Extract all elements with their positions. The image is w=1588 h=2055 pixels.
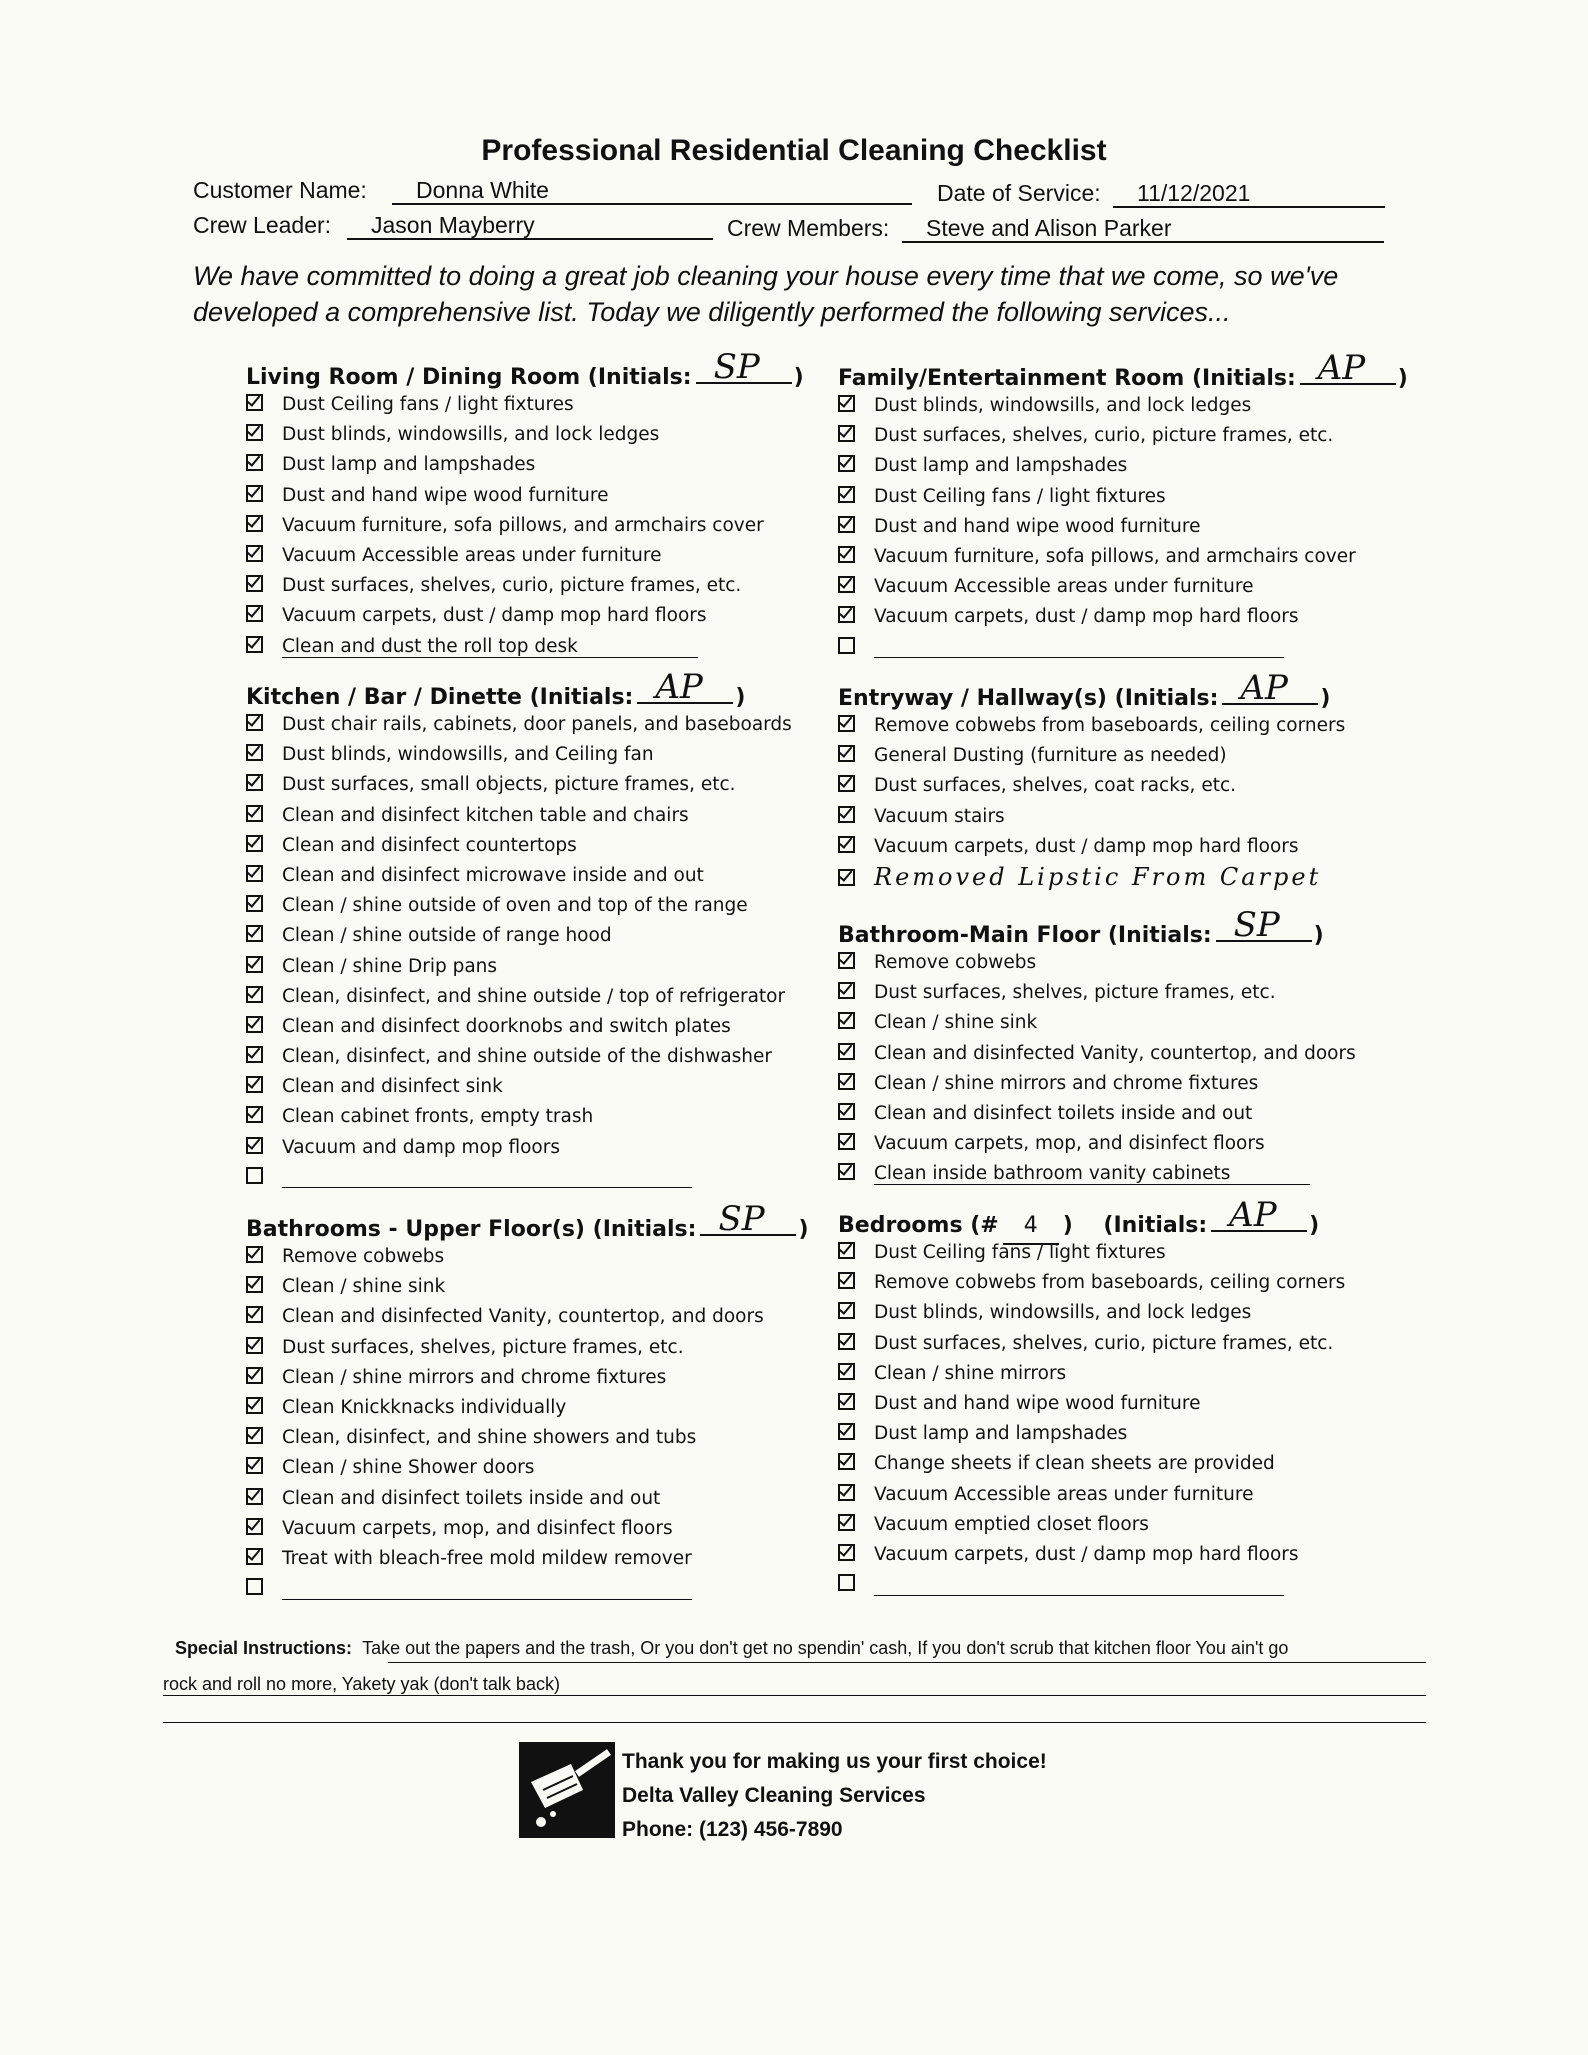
checkbox-checked[interactable] xyxy=(838,516,855,533)
checkbox-checked[interactable] xyxy=(838,1484,855,1501)
list-item[interactable]: Clean / shine mirrors and chrome fixtures xyxy=(246,1363,809,1393)
checkbox-checked[interactable] xyxy=(838,869,855,886)
list-item[interactable]: Clean and disinfect microwave inside and out xyxy=(246,861,792,891)
list-item[interactable]: Dust blinds, windowsills, and lock ledges xyxy=(838,391,1408,421)
list-item[interactable]: Dust lamp and lampshades xyxy=(838,451,1408,481)
list-item[interactable]: Dust and hand wipe wood furniture xyxy=(246,481,804,511)
checkbox-checked[interactable] xyxy=(838,576,855,593)
section-title: Bathrooms - Upper Floor(s) xyxy=(246,1217,585,1242)
checkbox-checked[interactable] xyxy=(838,455,855,472)
list-item[interactable]: Clean / shine outside of range hood xyxy=(246,921,792,951)
section-living-room: Living Room / Dining Room (Initials: SP ) Dust Ceiling fans / light fixtures Dust blinds, windowsills, and lock ledges Dust lamp and lampshades Dust and hand wipe wood furniture Vacuum furniture, sofa pillows, and armchairs cover Vacuum Accessible areas under furniture Dust surfaces, shelves, curio, picture frames, etc. Vacuum carpets, dust / damp mop hard floors Clean and dust the roll top desk xyxy=(246,356,804,662)
checkbox-checked[interactable] xyxy=(838,1363,855,1380)
checkbox-checked[interactable] xyxy=(838,775,855,792)
checkbox-checked[interactable] xyxy=(838,1163,855,1180)
checkbox-checked[interactable] xyxy=(838,1453,855,1470)
crew-members-field[interactable]: Steve and Alison Parker xyxy=(902,215,1384,243)
checkbox-checked[interactable] xyxy=(838,1423,855,1440)
list-item[interactable]: Remove cobwebs from baseboards, ceiling corners xyxy=(838,1268,1345,1298)
checkbox-checked[interactable] xyxy=(246,1016,263,1033)
checkbox-checked[interactable] xyxy=(246,1457,263,1474)
list-item[interactable]: Clean / shine sink xyxy=(246,1272,809,1302)
checkbox-checked[interactable] xyxy=(838,1272,855,1289)
list-item[interactable]: General Dusting (furniture as needed) xyxy=(838,741,1345,771)
section-title: Bedrooms (# xyxy=(838,1213,999,1238)
initials-signature[interactable]: AP xyxy=(1222,677,1318,705)
list-item[interactable]: Dust chair rails, cabinets, door panels, and baseboards xyxy=(246,710,792,740)
checkbox-checked[interactable] xyxy=(246,925,263,942)
footer-phone: Phone: (123) 456-7890 xyxy=(622,1818,843,1841)
special-underline-3 xyxy=(163,1722,1426,1723)
list-item[interactable]: Vacuum Accessible areas under furniture xyxy=(838,572,1408,602)
checkbox-checked[interactable] xyxy=(246,636,263,653)
list-item[interactable]: Vacuum carpets, mop, and disinfect floors xyxy=(246,1514,809,1544)
initials-signature[interactable]: SP xyxy=(696,356,792,384)
checkbox-unchecked[interactable] xyxy=(838,637,855,654)
list-item[interactable]: Vacuum furniture, sofa pillows, and armchairs cover xyxy=(838,542,1408,572)
section-title: Kitchen / Bar / Dinette xyxy=(246,685,522,710)
list-item[interactable]: Vacuum carpets, dust / damp mop hard floors xyxy=(838,602,1408,632)
section-entryway: Entryway / Hallway(s) (Initials: AP ) Remove cobwebs from baseboards, ceiling corners General Dusting (furniture as needed) Dust surfaces, shelves, coat racks, etc. Vacuum stairs Vacuum carpets, dust / damp mop hard floors Removed Lipstic From Carpet xyxy=(838,668,1346,891)
initials-signature[interactable]: AP xyxy=(1300,357,1396,385)
list-item[interactable]: Dust and hand wipe wood furniture xyxy=(838,1389,1345,1419)
list-item[interactable]: Vacuum Accessible areas under furniture xyxy=(838,1480,1345,1510)
list-item[interactable]: Vacuum Accessible areas under furniture xyxy=(246,541,804,571)
handwritten-note: Removed Lipstic From Carpet xyxy=(874,862,1322,891)
checkbox-checked[interactable] xyxy=(838,1133,855,1150)
checkbox-checked[interactable] xyxy=(246,1076,263,1093)
intro-text: We have committed to doing a great job cleaning your house every time that we come, so we've developed a comprehensive list. Today we diligently performed the following services... xyxy=(193,261,1339,327)
page-title: Professional Residential Cleaning Checklist xyxy=(481,134,1107,167)
special-instructions xyxy=(175,1638,1288,1659)
customer-name-field[interactable]: Donna White xyxy=(392,177,912,205)
section-bathrooms-upper: Bathrooms - Upper Floor(s) (Initials: SP ) Remove cobwebs Clean / shine sink Clean and disinfected Vanity, countertop, and doors Dust surfaces, shelves, picture frames, etc. Clean / shine mirrors and chrome fixtures Clean Knickknacks individually Clean, disinfect, and shine showers and tubs Clean / shine Shower doors Clean and disinfect toilets inside and out Vacuum carpets, mop, and disinfect floors Treat with bleach-free mold mildew remover xyxy=(246,1208,809,1604)
initials-signature[interactable]: SP xyxy=(700,1208,796,1236)
checkbox-checked[interactable] xyxy=(838,1302,855,1319)
checkbox-unchecked[interactable] xyxy=(838,1574,855,1591)
bedroom-count-field[interactable]: 4 xyxy=(1003,1209,1059,1245)
list-item[interactable]: Clean and disinfect kitchen table and chairs xyxy=(246,801,792,831)
section-title: Entryway / Hallway(s) xyxy=(838,686,1107,711)
checkbox-checked[interactable] xyxy=(838,715,855,732)
list-item[interactable]: Dust blinds, windowsills, and lock ledges xyxy=(838,1298,1345,1328)
checkbox-checked[interactable] xyxy=(838,1242,855,1259)
list-item[interactable]: Vacuum carpets, mop, and disinfect floors xyxy=(838,1129,1356,1159)
list-item[interactable]: Clean, disinfect, and shine showers and tubs xyxy=(246,1423,809,1453)
list-item[interactable]: Clean / shine mirrors xyxy=(838,1359,1345,1389)
list-item[interactable]: Dust surfaces, shelves, curio, picture frames, etc. xyxy=(246,571,804,601)
checkbox-checked[interactable] xyxy=(246,1518,263,1535)
checkbox-checked[interactable] xyxy=(246,805,263,822)
list-item[interactable]: Dust surfaces, shelves, curio, picture frames, etc. xyxy=(838,421,1408,451)
checkbox-checked[interactable] xyxy=(246,1046,263,1063)
footer-thanks: Thank you for making us your first choice! xyxy=(622,1750,1047,1773)
footer-text xyxy=(622,1745,1047,1847)
checkbox-checked[interactable] xyxy=(838,1393,855,1410)
list-item[interactable]: Vacuum furniture, sofa pillows, and armchairs cover xyxy=(246,511,804,541)
checkbox-checked[interactable] xyxy=(246,835,263,852)
checkbox-checked[interactable] xyxy=(838,952,855,969)
section-bathroom-main: Bathroom-Main Floor (Initials: SP ) Remove cobwebs Dust surfaces, shelves, picture frames, etc. Clean / shine sink Clean and disinfected Vanity, countertop, and doors Clean / shine mirrors and chrome fixtures Clean and disinfect toilets inside and out Vacuum carpets, mop, and disinfect floors Clean inside bathroom vanity cabinets xyxy=(838,914,1356,1190)
list-item[interactable]: Dust surfaces, shelves, curio, picture frames, etc. xyxy=(838,1329,1345,1359)
list-item[interactable]: Clean and disinfect doorknobs and switch plates xyxy=(246,1012,792,1042)
checkbox-checked[interactable] xyxy=(246,575,263,592)
list-item[interactable]: Clean and disinfect sink xyxy=(246,1072,792,1102)
list-item-blank[interactable] xyxy=(246,1574,809,1604)
blank-line[interactable] xyxy=(282,1167,692,1188)
list-item[interactable]: Dust lamp and lampshades xyxy=(246,450,804,480)
checkbox-checked[interactable] xyxy=(838,606,855,623)
section-title: Bathroom-Main Floor xyxy=(838,923,1101,948)
initials-signature[interactable]: SP xyxy=(1216,914,1312,942)
checkbox-checked[interactable] xyxy=(246,714,263,731)
list-item[interactable]: Clean, disinfect, and shine outside / top of refrigerator xyxy=(246,982,792,1012)
list-item[interactable]: Clean / shine mirrors and chrome fixtures xyxy=(838,1069,1356,1099)
date-field[interactable]: 11/12/2021 xyxy=(1113,180,1385,208)
checkbox-checked[interactable] xyxy=(246,1337,263,1354)
list-item[interactable]: Dust Ceiling fans / light fixtures xyxy=(246,390,804,420)
checkbox-unchecked[interactable] xyxy=(246,1578,263,1595)
list-item[interactable]: Clean / shine sink xyxy=(838,1008,1356,1038)
checkbox-checked[interactable] xyxy=(838,425,855,442)
list-item[interactable]: Clean and dust the roll top desk xyxy=(246,632,804,662)
list-item[interactable]: Vacuum carpets, dust / damp mop hard floors xyxy=(838,1540,1345,1570)
checkbox-checked[interactable] xyxy=(838,546,855,563)
checkbox-checked[interactable] xyxy=(246,774,263,791)
checkbox-checked[interactable] xyxy=(838,1544,855,1561)
checkbox-checked[interactable] xyxy=(246,1367,263,1384)
list-item[interactable]: Vacuum and damp mop floors xyxy=(246,1133,792,1163)
checkbox-checked[interactable] xyxy=(246,895,263,912)
list-item[interactable]: Dust lamp and lampshades xyxy=(838,1419,1345,1449)
checkbox-checked[interactable] xyxy=(246,424,263,441)
blank-line[interactable] xyxy=(874,637,1284,658)
checkbox-checked[interactable] xyxy=(246,454,263,471)
checkbox-checked[interactable] xyxy=(838,1103,855,1120)
list-item[interactable]: Clean inside bathroom vanity cabinets xyxy=(838,1159,1356,1189)
checkbox-checked[interactable] xyxy=(246,394,263,411)
special-instructions-label: Special Instructions: xyxy=(175,1638,353,1658)
broom-icon xyxy=(519,1742,615,1838)
list-item[interactable]: Dust Ceiling fans / light fixtures xyxy=(838,482,1408,512)
list-item[interactable]: Change sheets if clean sheets are provided xyxy=(838,1449,1345,1479)
list-item[interactable]: Remove cobwebs xyxy=(246,1242,809,1272)
checkbox-checked[interactable] xyxy=(246,1276,263,1293)
list-item[interactable]: Dust Ceiling fans / light fixtures xyxy=(838,1238,1345,1268)
list-item[interactable]: Clean cabinet fronts, empty trash xyxy=(246,1102,792,1132)
list-item[interactable]: Vacuum emptied closet floors xyxy=(838,1510,1345,1540)
list-item[interactable]: Clean and disinfected Vanity, countertop, and doors xyxy=(838,1039,1356,1069)
checkbox-checked[interactable] xyxy=(246,1246,263,1263)
checkbox-checked[interactable] xyxy=(838,745,855,762)
footer-company: Delta Valley Cleaning Services xyxy=(622,1784,926,1807)
list-item[interactable]: Dust blinds, windowsills, and lock ledges xyxy=(246,420,804,450)
list-item[interactable]: Dust surfaces, shelves, picture frames, etc. xyxy=(246,1333,809,1363)
list-item[interactable]: Clean and disinfect toilets inside and out xyxy=(246,1484,809,1514)
checkbox-checked[interactable] xyxy=(838,836,855,853)
blank-line[interactable] xyxy=(282,1579,692,1600)
section-title: Family/Entertainment Room xyxy=(838,366,1185,391)
checkbox-checked[interactable] xyxy=(246,1397,263,1414)
checkbox-unchecked[interactable] xyxy=(246,1167,263,1184)
checkbox-checked[interactable] xyxy=(838,1514,855,1531)
special-underline-1 xyxy=(388,1662,1426,1663)
checkbox-checked[interactable] xyxy=(246,515,263,532)
list-item[interactable]: Clean and disinfected Vanity, countertop, and doors xyxy=(246,1302,809,1332)
checkbox-checked[interactable] xyxy=(246,865,263,882)
checkbox-checked[interactable] xyxy=(246,545,263,562)
list-item[interactable]: Clean and disinfect toilets inside and out xyxy=(838,1099,1356,1129)
checkbox-checked[interactable] xyxy=(246,1306,263,1323)
section-bedrooms: Bedrooms (# 4 ) (Initials: AP ) Dust Ceiling fans / light fixtures Remove cobwebs from baseboards, ceiling corners Dust blinds, windowsills, and lock ledges Dust surfaces, shelves, curio, picture frames, etc. Clean / shine mirrors Dust and hand wipe wood furniture Dust lamp and lampshades Change sheets if clean sheets are provided Vacuum Accessible areas under furniture Vacuum emptied closet floors Vacuum carpets, dust / damp mop hard floors xyxy=(838,1204,1345,1600)
list-item[interactable]: Clean, disinfect, and shine outside of the dishwasher xyxy=(246,1042,792,1072)
special-instructions-line1[interactable]: Take out the papers and the trash, Or you don't get no spendin' cash, If you don't scrub that kitchen floor You ain't go xyxy=(362,1638,1289,1658)
checkbox-checked[interactable] xyxy=(838,1043,855,1060)
checkbox-checked[interactable] xyxy=(246,1137,263,1154)
checkbox-checked[interactable] xyxy=(246,956,263,973)
list-item-blank[interactable] xyxy=(838,1570,1345,1600)
checkbox-checked[interactable] xyxy=(838,1012,855,1029)
section-kitchen: Kitchen / Bar / Dinette (Initials: AP ) Dust chair rails, cabinets, door panels, and baseboards Dust blinds, windowsills, and Ceiling fan Dust surfaces, small objects, picture frames, etc. Clean and disinfect kitchen table and chairs Clean and disinfect countertops Clean and disinfect microwave inside and out Clean / shine outside of oven and top of the range Clean / shine outside of range hood Clean / shine Drip pans Clean, disinfect, and shine outside / top of refrigerator Clean and disinfect doorknobs and switch plates Clean, disinfect, and shine outside of the dishwasher Clean and disinfect sink Clean cabinet fronts, empty trash Vacuum and damp mop floors xyxy=(246,676,792,1193)
special-underline-2 xyxy=(163,1695,1426,1696)
special-instructions-line2[interactable]: rock and roll no more, Yakety yak (don't talk back) xyxy=(163,1674,560,1694)
initials-signature[interactable]: AP xyxy=(1211,1204,1307,1232)
checkbox-checked[interactable] xyxy=(246,1548,263,1565)
checkbox-checked[interactable] xyxy=(246,1427,263,1444)
list-item[interactable]: Treat with bleach-free mold mildew remover xyxy=(246,1544,809,1574)
checkbox-checked[interactable] xyxy=(838,806,855,823)
checkbox-checked[interactable] xyxy=(838,982,855,999)
list-item[interactable]: Clean / shine Shower doors xyxy=(246,1453,809,1483)
checkbox-checked[interactable] xyxy=(246,605,263,622)
list-item[interactable]: Vacuum carpets, dust / damp mop hard floors xyxy=(246,601,804,631)
list-item[interactable]: Dust surfaces, shelves, picture frames, etc. xyxy=(838,978,1356,1008)
crew-leader-label: Crew Leader: xyxy=(193,212,332,238)
checkbox-checked[interactable] xyxy=(838,486,855,503)
list-item[interactable]: Dust surfaces, shelves, coat racks, etc. xyxy=(838,771,1345,801)
list-item[interactable]: Clean and disinfect countertops xyxy=(246,831,792,861)
list-item-blank[interactable] xyxy=(246,1163,792,1193)
checkbox-checked[interactable] xyxy=(246,986,263,1003)
checkbox-checked[interactable] xyxy=(246,485,263,502)
checkbox-checked[interactable] xyxy=(838,1333,855,1350)
initials-signature[interactable]: AP xyxy=(637,676,733,704)
checkbox-checked[interactable] xyxy=(246,1488,263,1505)
list-item[interactable]: Dust and hand wipe wood furniture xyxy=(838,512,1408,542)
list-item-handwritten[interactable] xyxy=(838,862,1345,892)
section-family-room: Family/Entertainment Room (Initials: AP ) Dust blinds, windowsills, and lock ledges Dust surfaces, shelves, curio, picture frames, etc. Dust lamp and lampshades Dust Ceiling fans / light fixtures Dust and hand wipe wood furniture Vacuum furniture, sofa pillows, and armchairs cover Vacuum Accessible areas under furniture Vacuum carpets, dust / damp mop hard floors xyxy=(838,357,1408,663)
blank-line[interactable] xyxy=(874,1575,1284,1596)
list-item[interactable]: Vacuum carpets, dust / damp mop hard floors xyxy=(838,832,1345,862)
checkbox-checked[interactable] xyxy=(838,1073,855,1090)
list-item[interactable]: Vacuum stairs xyxy=(838,802,1345,832)
crew-leader-field[interactable]: Jason Mayberry xyxy=(347,212,713,240)
list-item[interactable]: Remove cobwebs xyxy=(838,948,1356,978)
list-item[interactable]: Clean Knickknacks individually xyxy=(246,1393,809,1423)
checkbox-checked[interactable] xyxy=(246,744,263,761)
checkbox-checked[interactable] xyxy=(838,395,855,412)
list-item[interactable]: Remove cobwebs from baseboards, ceiling corners xyxy=(838,711,1345,741)
list-item-blank[interactable] xyxy=(838,633,1408,663)
customer-name-label: Customer Name: xyxy=(193,177,367,203)
list-item[interactable]: Dust surfaces, small objects, picture frames, etc. xyxy=(246,770,792,800)
date-label: Date of Service: xyxy=(937,180,1101,206)
list-item[interactable]: Dust blinds, windowsills, and Ceiling fan xyxy=(246,740,792,770)
list-item[interactable]: Clean / shine Drip pans xyxy=(246,952,792,982)
checkbox-checked[interactable] xyxy=(246,1106,263,1123)
section-title: Living Room / Dining Room xyxy=(246,365,581,390)
crew-members-label: Crew Members: xyxy=(727,215,890,241)
list-item[interactable]: Clean / shine outside of oven and top of the range xyxy=(246,891,792,921)
